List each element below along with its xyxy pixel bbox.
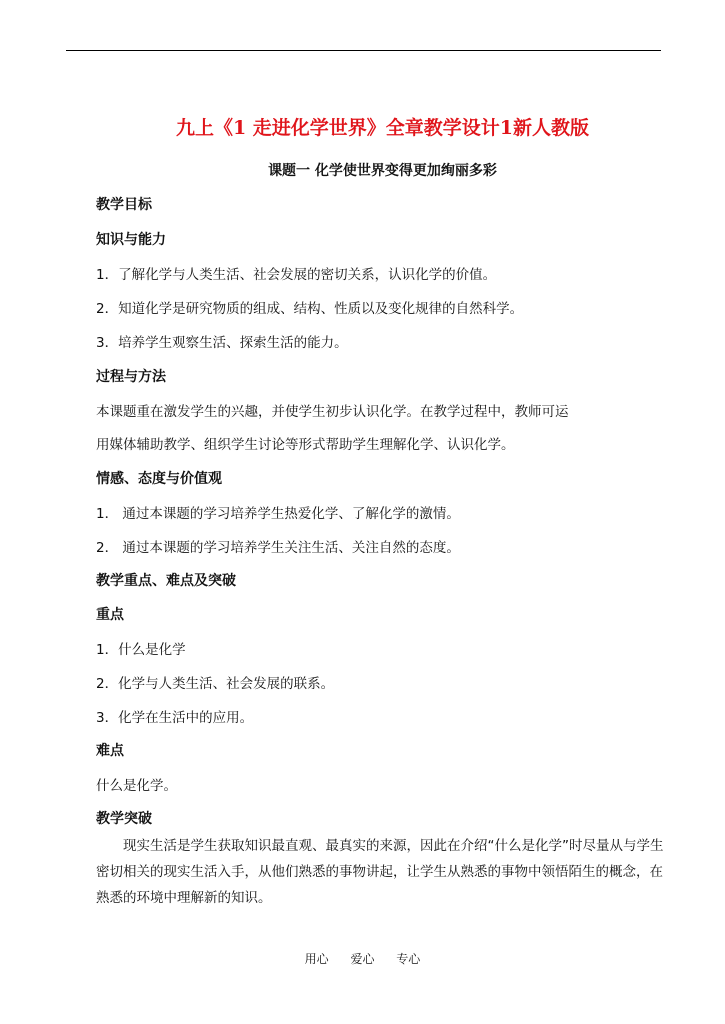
lesson-subtitle: 课题一 化学使世界变得更加绚丽多彩 [268, 163, 497, 179]
list-item: 2．化学与人类生活、社会发展的联系。 [96, 676, 335, 692]
subheading-emotion: 情感、态度与价值观 [96, 471, 222, 487]
breakthrough-paragraph: 现实生活是学生获取知识最直观、最真实的来源，因此在介绍“什么是化学”时尽量从与学生密切相关的现实生活入手，从他们熟悉的事物讲起，让学生从熟悉的事物中领悟陌生的概念，在熟悉的环境中理解新的知识。 [96, 838, 664, 906]
subheading-knowledge: 知识与能力 [96, 232, 166, 248]
header-rule [66, 50, 661, 51]
list-item: 1．了解化学与人类生活、社会发展的密切关系，认识化学的价值。 [96, 267, 497, 283]
subheading-process: 过程与方法 [96, 369, 166, 385]
list-item: 1．什么是化学 [96, 642, 186, 658]
section-heading-key-difficult: 教学重点、难点及突破 [96, 573, 236, 589]
list-item: 1． 通过本课题的学习培养学生热爱化学、了解化学的激情。 [96, 506, 460, 522]
subheading-difficult: 难点 [96, 743, 124, 759]
document-title: 九上《1 走进化学世界》全章教学设计1新人教版 [175, 117, 590, 139]
list-item: 3．化学在生活中的应用。 [96, 710, 254, 726]
page-footer: 用心 爱心 专心 [304, 952, 421, 966]
subheading-key: 重点 [96, 607, 124, 623]
list-item: 3．培养学生观察生活、探索生活的能力。 [96, 335, 348, 351]
subheading-breakthrough: 教学突破 [96, 811, 152, 827]
paragraph-line: 本课题重在激发学生的兴趣，并使学生初步认识化学。在教学过程中，教师可运 [96, 404, 569, 420]
paragraph-line: 用媒体辅助教学、组织学生讨论等形式帮助学生理解化学、认识化学。 [96, 437, 515, 453]
list-item: 2． 通过本课题的学习培养学生关注生活、关注自然的态度。 [96, 540, 460, 556]
section-heading-teaching-goals: 教学目标 [96, 197, 152, 213]
difficult-text: 什么是化学。 [96, 778, 177, 794]
list-item: 2．知道化学是研究物质的组成、结构、性质以及变化规律的自然科学。 [96, 301, 524, 317]
